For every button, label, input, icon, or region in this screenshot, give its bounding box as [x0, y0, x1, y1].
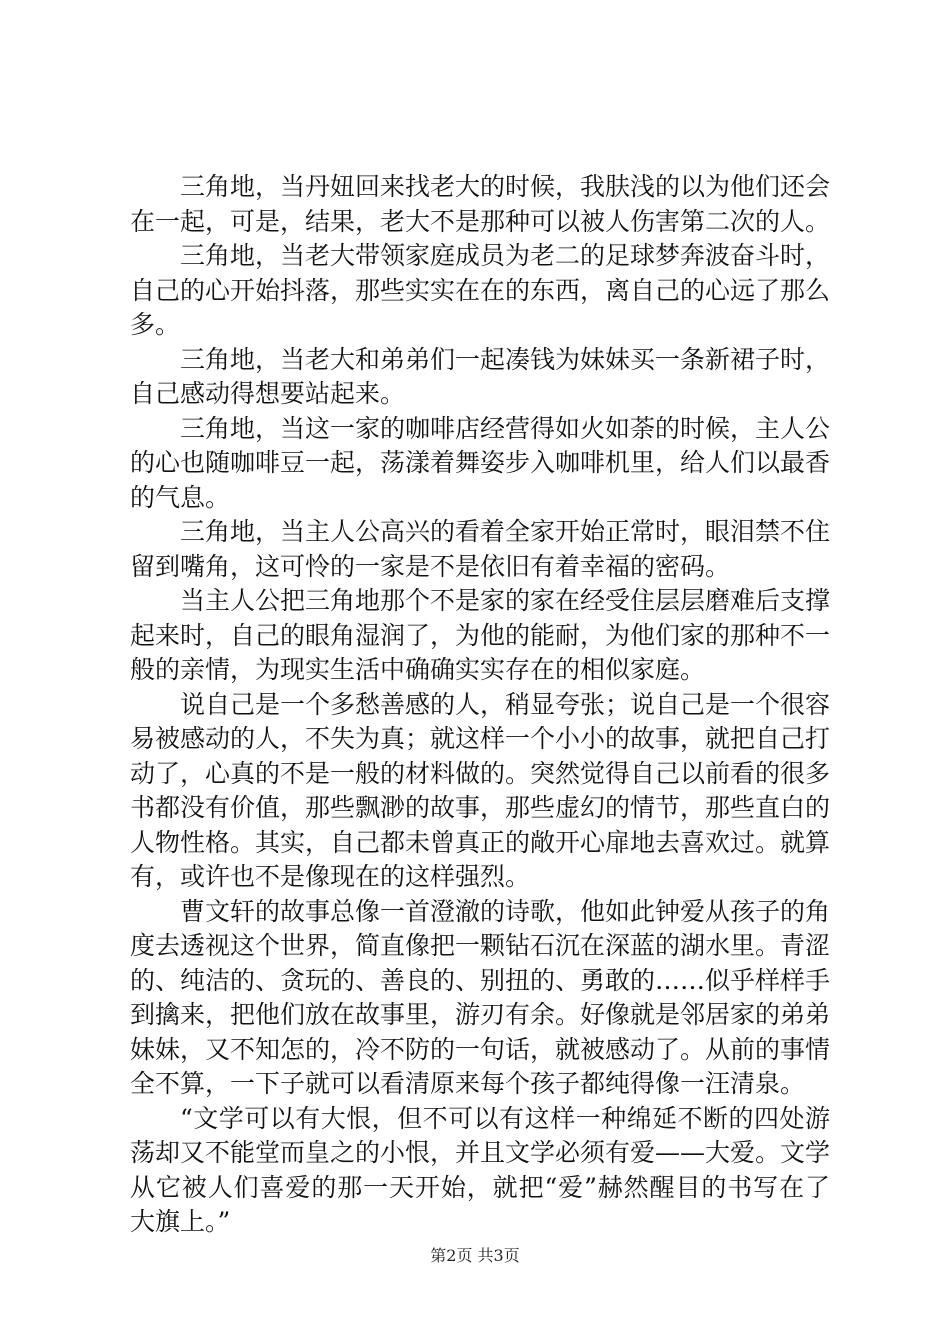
paragraph: 当主人公把三角地那个不是家的家在经受住层层磨难后支撑起来时，自己的眼角湿润了，为他的能耐，为他们家的那种不一般的亲情，为现实生活中确确实实存在的相似家庭。 [130, 586, 831, 684]
paragraph: 说自己是一个多愁善感的人，稍显夸张；说自己是一个很容易被感动的人，不失为真；就这样一个小小的故事，就把自己打动了，心真的不是一般的材料做的。突然觉得自己以前看的很多书都没有价值，那些飘渺的故事，那些虚幻的情节，那些直白的人物性格。其实，自己都未曾真正的敞开心扉地去喜欢过。就算有，或许也不是像现在的这样强烈。 [130, 689, 831, 891]
paragraph: 三角地，当老大和弟弟们一起凑钱为妹妹买一条新裙子时，自己感动得想要站起来。 [130, 344, 831, 408]
paragraph: 三角地，当丹妞回来找老大的时候，我肤浅的以为他们还会在一起，可是，结果，老大不是那种可以被人伤害第二次的人。 [130, 172, 831, 236]
paragraph: 三角地，当这一家的咖啡店经营得如火如荼的时候，主人公的心也随咖啡豆一起，荡漾着舞姿步入咖啡机里，给人们以最香的气息。 [130, 413, 831, 512]
paragraph: 三角地，当主人公高兴的看着全家开始正常时，眼泪禁不住留到嘴角，这可怜的一家是不是依旧有着幸福的密码。 [130, 517, 831, 581]
page-number-footer: 第2页 共3页 [430, 1246, 520, 1265]
paragraph: 曹文轩的故事总像一首澄澈的诗歌，他如此钟爱从孩子的角度去透视这个世界，简直像把一颗钻石沉在深蓝的湖水里。青涩的、纯洁的、贪玩的、善良的、别扭的、勇敢的……似乎样样手到擒来，把他们放在故事里，游刃有余。好像就是邻居家的弟弟妹妹，又不知怎的，冷不防的一句话，就被感动了。从前的事情全不算，一下子就可以看清原来每个孩子都纯得像一汪清泉。 [130, 896, 831, 1098]
paragraph: 三角地，当老大带领家庭成员为老二的足球梦奔波奋斗时，自己的心开始抖落，那些实实在在的东西，离自己的心远了那么多。 [130, 241, 831, 339]
document-body [130, 170, 830, 1240]
paragraph: “文学可以有大恨，但不可以有这样一种绵延不断的四处游荡却又不能堂而皇之的小恨，并且文学必须有爱——大爱。文学从它被人们喜爱的那一天开始，就把“爱”赫然醒目的书写在了大旗上。” [130, 1103, 831, 1236]
